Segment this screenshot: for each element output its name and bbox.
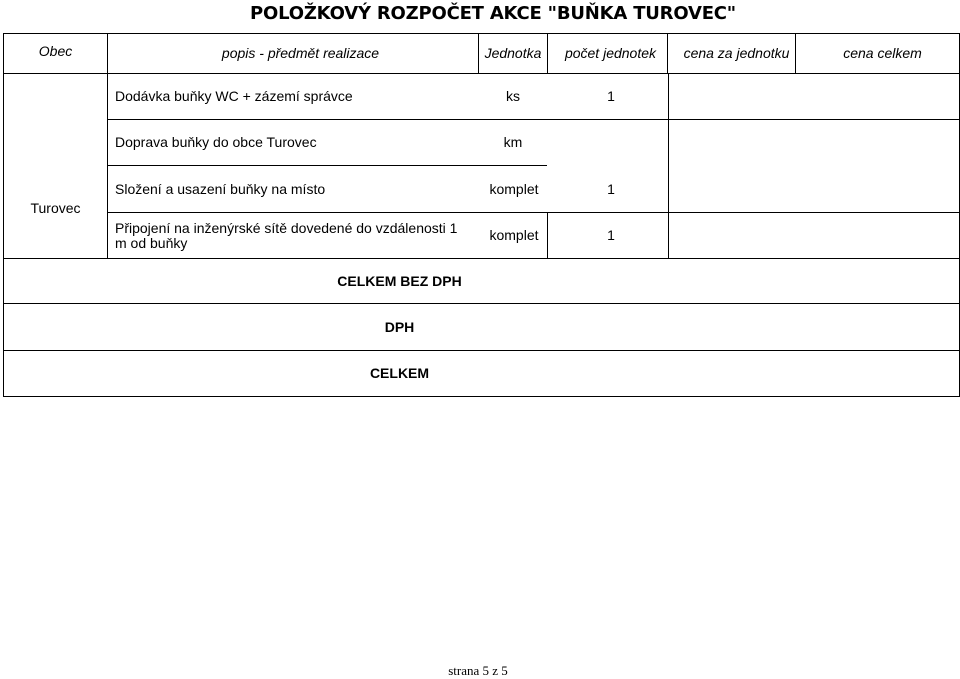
- header-cena-celkem: cena celkem: [843, 45, 922, 61]
- total-dph: DPH: [384, 318, 415, 335]
- row-jednotka: km: [503, 134, 523, 150]
- row-pocet: 1: [607, 227, 615, 243]
- header-popis: popis - předmět realizace: [221, 45, 380, 61]
- row-popis: Doprava buňky do obce Turovec: [115, 134, 317, 150]
- header-jednotka: Jednotka: [484, 45, 542, 61]
- table-border: [3, 396, 960, 397]
- header-cena-za-jednotku: cena za jednotku: [683, 45, 790, 61]
- row-popis: Připojení na inženýrské sítě dovedené do vzdálenosti 1 m od buňky: [115, 219, 458, 251]
- page-footer: [0, 663, 960, 679]
- row-jednotka: ks: [506, 88, 520, 104]
- document-title: [0, 0, 960, 28]
- row-pocet: 1: [607, 180, 615, 197]
- row-popis: Dodávka buňky WC + zázemí správce: [115, 88, 353, 104]
- total-celkem: CELKEM: [369, 365, 430, 381]
- total-bez-dph: CELKEM BEZ DPH: [337, 272, 462, 289]
- row-jednotka: komplet: [489, 180, 539, 197]
- row-popis: Složení a usazení buňky na místo: [115, 180, 326, 197]
- header-obec: Obec: [38, 42, 73, 59]
- row-pocet: 1: [607, 88, 615, 104]
- header-pocet: počet jednotek: [564, 45, 657, 61]
- table-border: [668, 73, 669, 259]
- obec-value: Turovec: [30, 199, 81, 216]
- document-title-text: POLOŽKOVÝ ROZPOČET AKCE "BUŇKA TUROVEC": [250, 3, 736, 24]
- row-jednotka: komplet: [489, 227, 539, 243]
- page-number: strana 5 z 5: [448, 663, 508, 678]
